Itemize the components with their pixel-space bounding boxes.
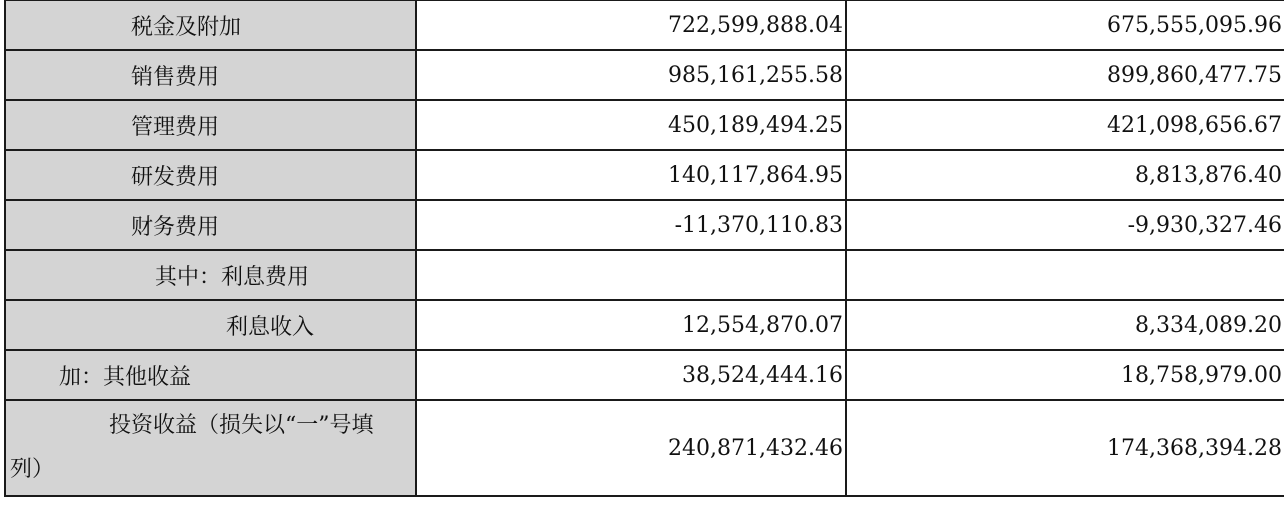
table-row xyxy=(5,300,1284,350)
table-row xyxy=(5,50,1284,100)
table-row xyxy=(5,0,1284,50)
table-row xyxy=(5,350,1284,400)
prior-period-value: 18,758,979.00 xyxy=(846,350,1284,400)
current-period-value: 12,554,870.07 xyxy=(416,300,846,350)
current-period-value: 140,117,864.95 xyxy=(416,150,846,200)
prior-period-value xyxy=(846,250,1284,300)
row-label: 研发费用 xyxy=(5,150,416,200)
prior-period-value: 174,368,394.28 xyxy=(846,400,1284,496)
table-row xyxy=(5,150,1284,200)
table-row xyxy=(5,100,1284,150)
row-label-line-1: 投资收益（损失以“一”号填 xyxy=(109,413,374,438)
current-period-value xyxy=(416,250,846,300)
current-period-value: -11,370,110.83 xyxy=(416,200,846,250)
table-row xyxy=(5,250,1284,300)
table-row xyxy=(5,400,1284,496)
row-label: 税金及附加 xyxy=(5,0,416,50)
prior-period-value: 8,334,089.20 xyxy=(846,300,1284,350)
income-statement-table xyxy=(4,0,1284,497)
row-label: 管理费用 xyxy=(5,100,416,150)
prior-period-value: 675,555,095.96 xyxy=(846,0,1284,50)
row-label-line-2: 列） xyxy=(10,457,55,482)
prior-period-value: 899,860,477.75 xyxy=(846,50,1284,100)
prior-period-value: 8,813,876.40 xyxy=(846,150,1284,200)
row-label: 财务费用 xyxy=(5,200,416,250)
row-label: 加：其他收益 xyxy=(5,350,416,400)
prior-period-value: -9,930,327.46 xyxy=(846,200,1284,250)
table-row xyxy=(5,200,1284,250)
current-period-value: 450,189,494.25 xyxy=(416,100,846,150)
row-label xyxy=(5,400,416,496)
row-label: 销售费用 xyxy=(5,50,416,100)
current-period-value: 985,161,255.58 xyxy=(416,50,846,100)
current-period-value: 38,524,444.16 xyxy=(416,350,846,400)
row-label: 其中：利息费用 xyxy=(5,250,416,300)
current-period-value: 722,599,888.04 xyxy=(416,0,846,50)
current-period-value: 240,871,432.46 xyxy=(416,400,846,496)
prior-period-value: 421,098,656.67 xyxy=(846,100,1284,150)
row-label: 利息收入 xyxy=(5,300,416,350)
